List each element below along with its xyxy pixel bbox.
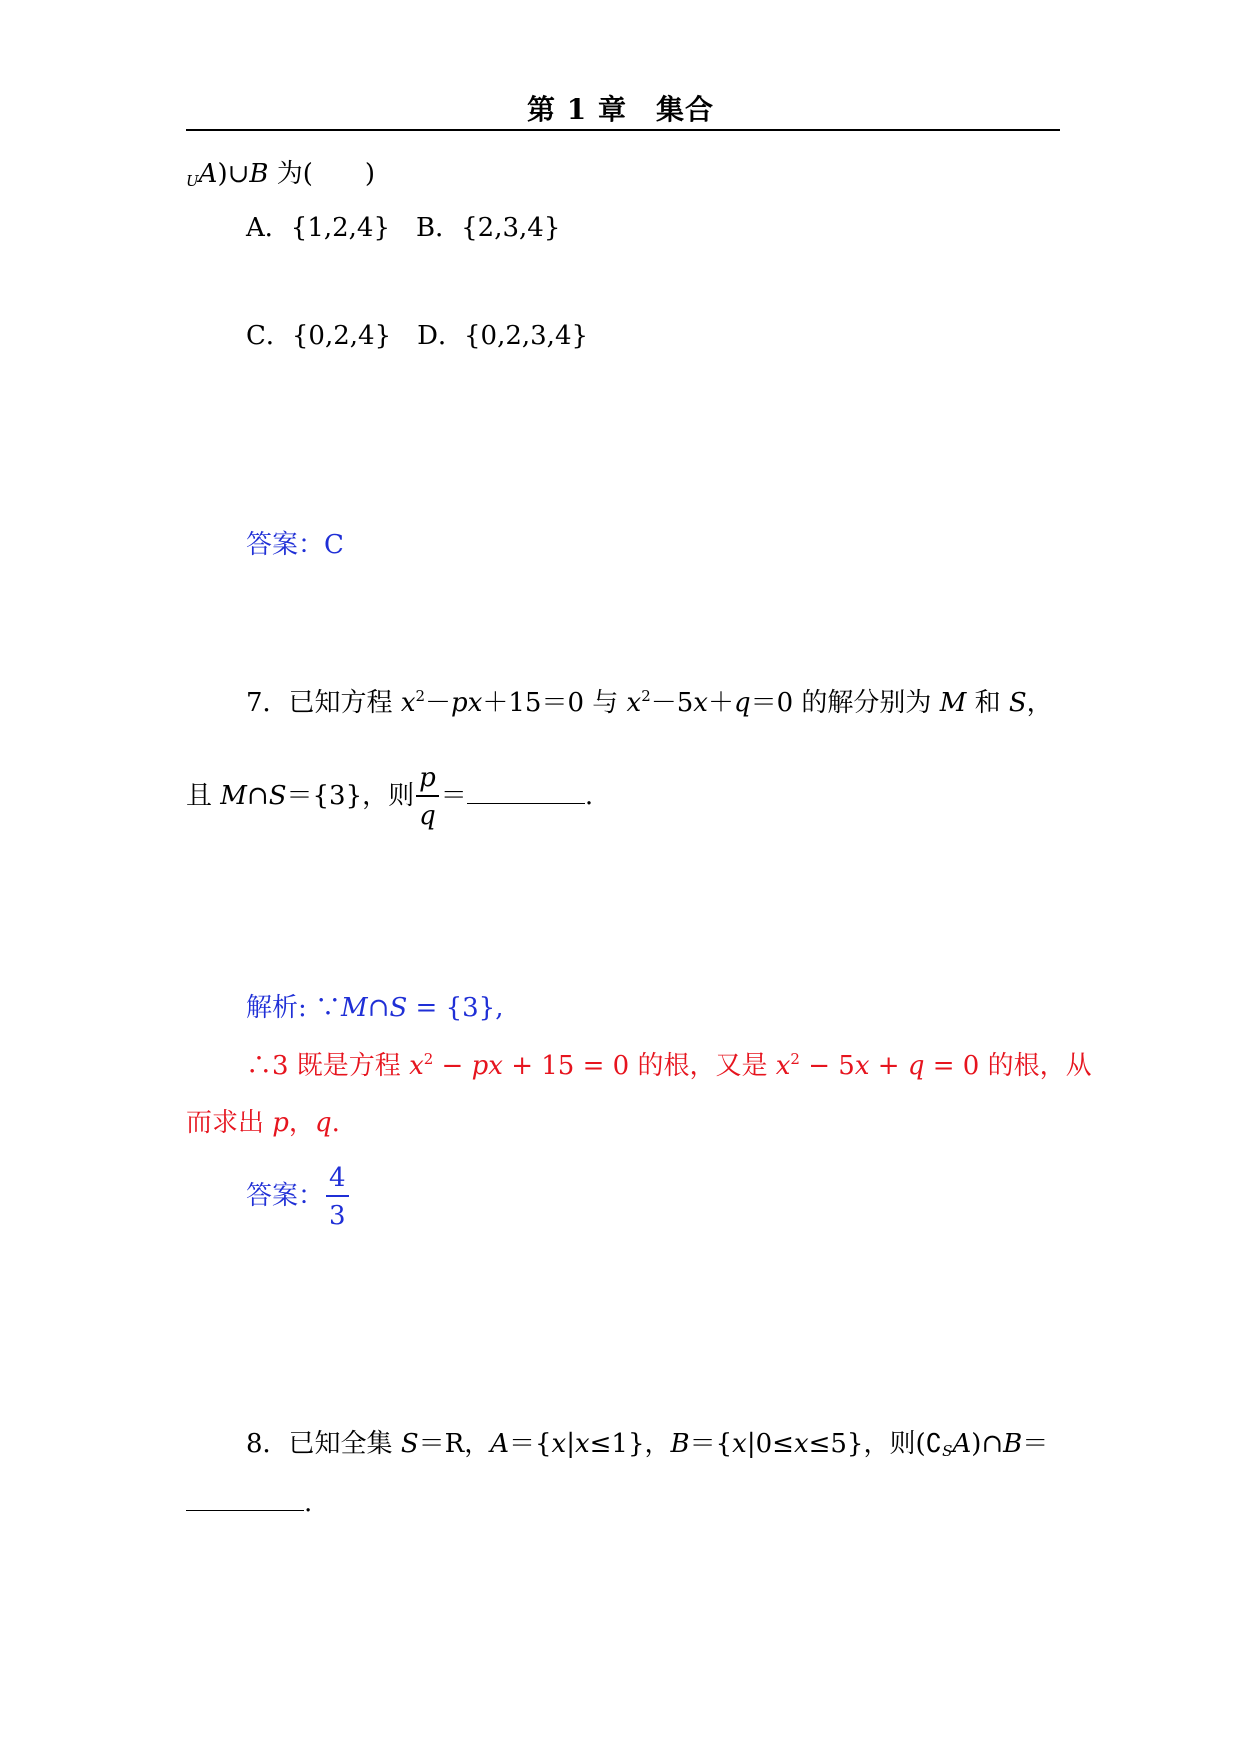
answer-fraction: $\frac{4}{3}$ bbox=[326, 1165, 349, 1229]
q6-stem-tail: $_U$A)∪B 为( ) bbox=[186, 159, 376, 190]
q7-analysis-line-2: 而求出 p，q. bbox=[186, 1108, 340, 1138]
answer-label: 答案： bbox=[246, 1181, 325, 1211]
q7-stem-line-2: 且 M∩S＝{3}，则 $\frac{p}{q}$ ＝ . bbox=[186, 763, 594, 831]
answer-label: 答案： bbox=[246, 530, 325, 560]
q7-stem-line-1: 7．已知方程 $x^2-px+15=0$ 与 $x^2-5x+q=0$ 的解分别为 M 和 S， bbox=[246, 687, 1053, 718]
q7-analysis-line-1: ∴3 既是方程 $x^2$ − px + 15 = 0 的根，又是 $x^2 - 5x + q = 0$ 的根，从 bbox=[246, 1050, 1092, 1081]
page-header-title: 第 1 章 集合 bbox=[527, 93, 714, 126]
q6-answer bbox=[246, 527, 344, 563]
q6-options-row-1: A．{1,2,4} B．{2,3,4} bbox=[246, 213, 561, 243]
answer-blank bbox=[467, 781, 585, 804]
q6-options-row-2: C．{0,2,4} D．{0,2,3,4} bbox=[246, 321, 589, 351]
answer-blank bbox=[186, 1488, 304, 1511]
q8-stem-line-1: 8．已知全集 S＝R，A＝{x|x≤1}，B＝{x|0≤x≤5}，则$(∁_SA)\cap B=$ bbox=[246, 1429, 1049, 1460]
header-divider bbox=[186, 129, 1060, 131]
q7-fraction: $\frac{p}{q}$ bbox=[416, 765, 439, 829]
q7-answer bbox=[246, 1165, 351, 1229]
answer-value: C bbox=[324, 530, 344, 560]
q8-stem-line-2: . bbox=[186, 1485, 312, 1521]
q7-analysis-heading: 解析: ∵M∩S = {3}, bbox=[246, 993, 504, 1023]
